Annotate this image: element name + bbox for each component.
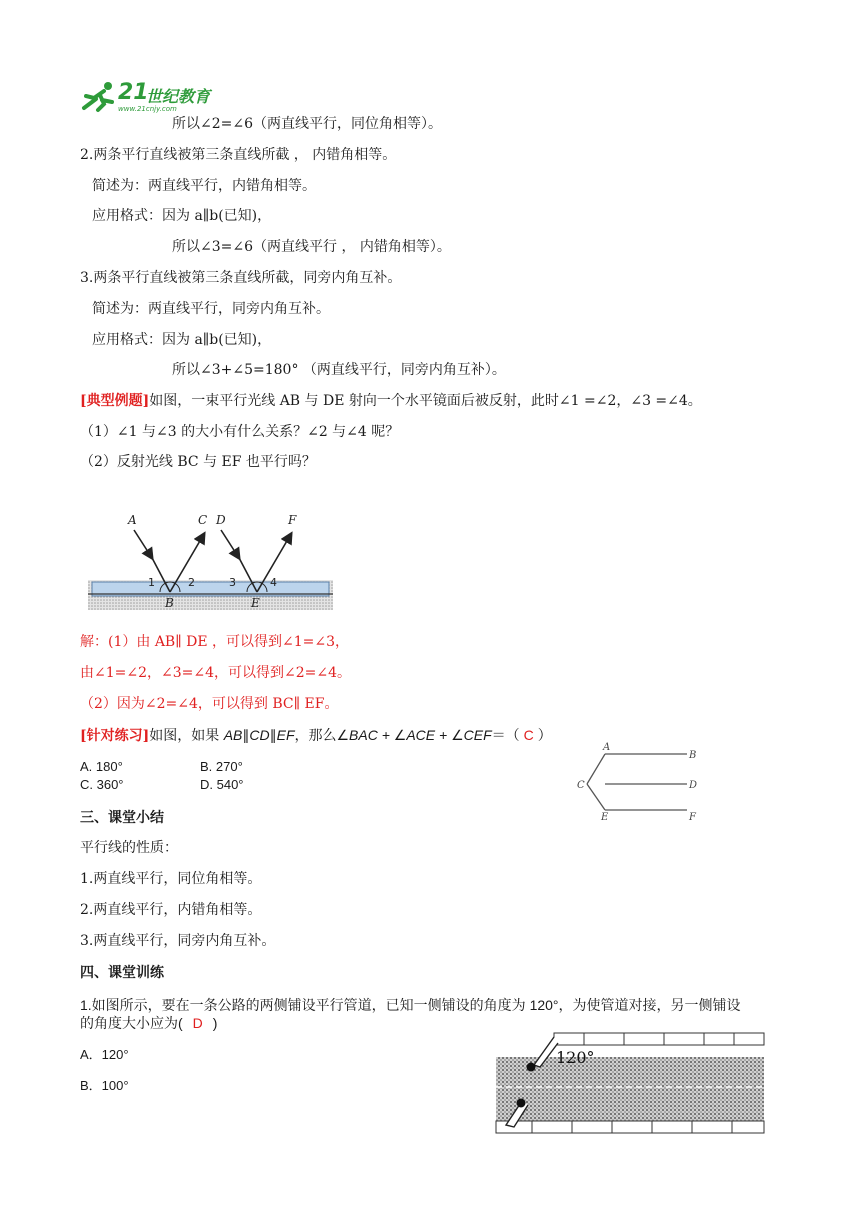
practice-option-a: A. 180° — [80, 759, 123, 774]
practice-option-c: C. 360° — [80, 777, 124, 792]
example-question-2: （2）反射光线 BC 与 EF 也平行吗？ — [80, 454, 316, 470]
text-line-9: 所以∠3+∠5=180° （两直线平行，同旁内角互补）。 — [172, 362, 506, 378]
training-heading: 四、课堂训练 — [80, 964, 164, 980]
training-option-b: B．100° — [80, 1078, 129, 1093]
fig-label-B: B — [165, 596, 174, 610]
pfig-label-A: A — [603, 742, 611, 753]
pfig-label-C: C — [577, 780, 585, 791]
text-line-5: 所以∠3=∠6（两直线平行 ， 内错角相等）。 — [172, 239, 451, 255]
pfig-label-F: F — [689, 812, 696, 823]
text-line-1: 所以∠2=∠6（两直线平行，同位角相等）。 — [172, 116, 443, 132]
practice-close: ） — [537, 728, 552, 744]
fig-angle-2: 2 — [188, 576, 195, 589]
summary-heading: 三、课堂小结 — [80, 809, 164, 825]
pfig-label-E: E — [601, 812, 609, 823]
solution-line-1: 解：(1）由 AB∥ DE ，可以得到∠1=∠3， — [80, 634, 350, 650]
practice-option-b: B. 270° — [200, 759, 243, 774]
fig-label-C: C — [198, 513, 208, 527]
practice-text-a: 如图，如果 — [149, 728, 220, 744]
pfig-label-B: B — [689, 750, 697, 761]
logo-number: 21 — [118, 80, 149, 105]
summary-item-2: 2.两直线平行，内错角相等。 — [80, 902, 262, 918]
logo — [80, 80, 220, 114]
practice-parallel: AB∥CD∥EF — [223, 727, 295, 743]
summary-item-3: 3.两直线平行，同旁内角互补。 — [80, 933, 276, 949]
example-tag: [典型例题] — [80, 393, 150, 409]
road-surface — [496, 1057, 764, 1121]
practice-eq: ＝（ — [491, 728, 520, 744]
pfig-label-D: D — [689, 780, 698, 791]
solution-line-3: （2）因为∠2=∠4，可以得到 BC∥ EF。 — [80, 696, 339, 712]
fig-label-F: F — [288, 513, 297, 527]
practice-statement — [80, 726, 552, 745]
fig-angle-3: 3 — [229, 576, 236, 589]
summary-item-1: 1.两直线平行，同位角相等。 — [80, 871, 262, 887]
training-q1-line-2 — [80, 1014, 217, 1032]
fig-label-A: A — [128, 513, 137, 527]
solution-line-2: 由∠1=∠2，∠3=∠4，可以得到∠2=∠4。 — [80, 665, 352, 681]
training-q1-text: 的角度大小应为( — [80, 1015, 183, 1031]
example-question-1: （1）∠1 与∠3 的大小有什么关系？∠2 与∠4 呢？ — [80, 424, 400, 440]
practice-text-b: ，那么 — [294, 728, 337, 744]
text-line-7: 简述为：两直线平行，同旁内角互补。 — [92, 301, 330, 317]
text-line-3: 简述为：两直线平行，内错角相等。 — [92, 178, 316, 194]
practice-tag: [针对练习] — [80, 728, 150, 744]
logo-url: www.21cnjy.com — [118, 105, 177, 113]
parallel-lines-figure — [575, 740, 705, 823]
example-statement — [80, 392, 702, 410]
practice-option-d: D. 540° — [200, 777, 244, 792]
ray-AB — [134, 530, 152, 558]
training-option-a: A．120° — [80, 1047, 129, 1062]
pipe-angle-label: 120° — [556, 1048, 595, 1067]
text-line-4: 应用格式：因为 a∥b(已知)， — [92, 208, 272, 224]
training-q1-close: ) — [212, 1015, 218, 1031]
training-answer: D — [192, 1015, 203, 1031]
summary-intro: 平行线的性质： — [80, 840, 178, 856]
training-q1-line-1: 1.如图所示，要在一条公路的两侧铺设平行管道，已知一侧铺设的角度为 120°，为使管道对接，另一侧铺设 — [80, 997, 741, 1013]
practice-expression: ∠BAC + ∠ACE + ∠CEF — [336, 727, 492, 743]
fig-label-D: D — [216, 513, 226, 527]
mirror-figure — [88, 512, 333, 612]
runner-icon — [80, 80, 120, 112]
text-line-6: 3.两条平行直线被第三条直线所截，同旁内角互补。 — [80, 270, 402, 286]
example-text: 如图，一束平行光线 AB 与 DE 射向一个水平镜面后被反射，此时∠1 =∠2，∠3 =∠4。 — [149, 393, 702, 409]
practice-answer: C — [523, 727, 534, 743]
text-line-8: 应用格式：因为 a∥b(已知)， — [92, 332, 272, 348]
logo-title: 世纪教育 — [146, 87, 211, 106]
ray-DE — [221, 530, 239, 558]
text-line-2: 2.两条平行直线被第三条直线所截 ， 内错角相等。 — [80, 147, 397, 163]
fig-label-E: E — [251, 596, 260, 610]
road-pipe-figure — [494, 1033, 769, 1133]
fig-angle-4: 4 — [270, 576, 277, 589]
fig-angle-1: 1 — [148, 576, 155, 589]
